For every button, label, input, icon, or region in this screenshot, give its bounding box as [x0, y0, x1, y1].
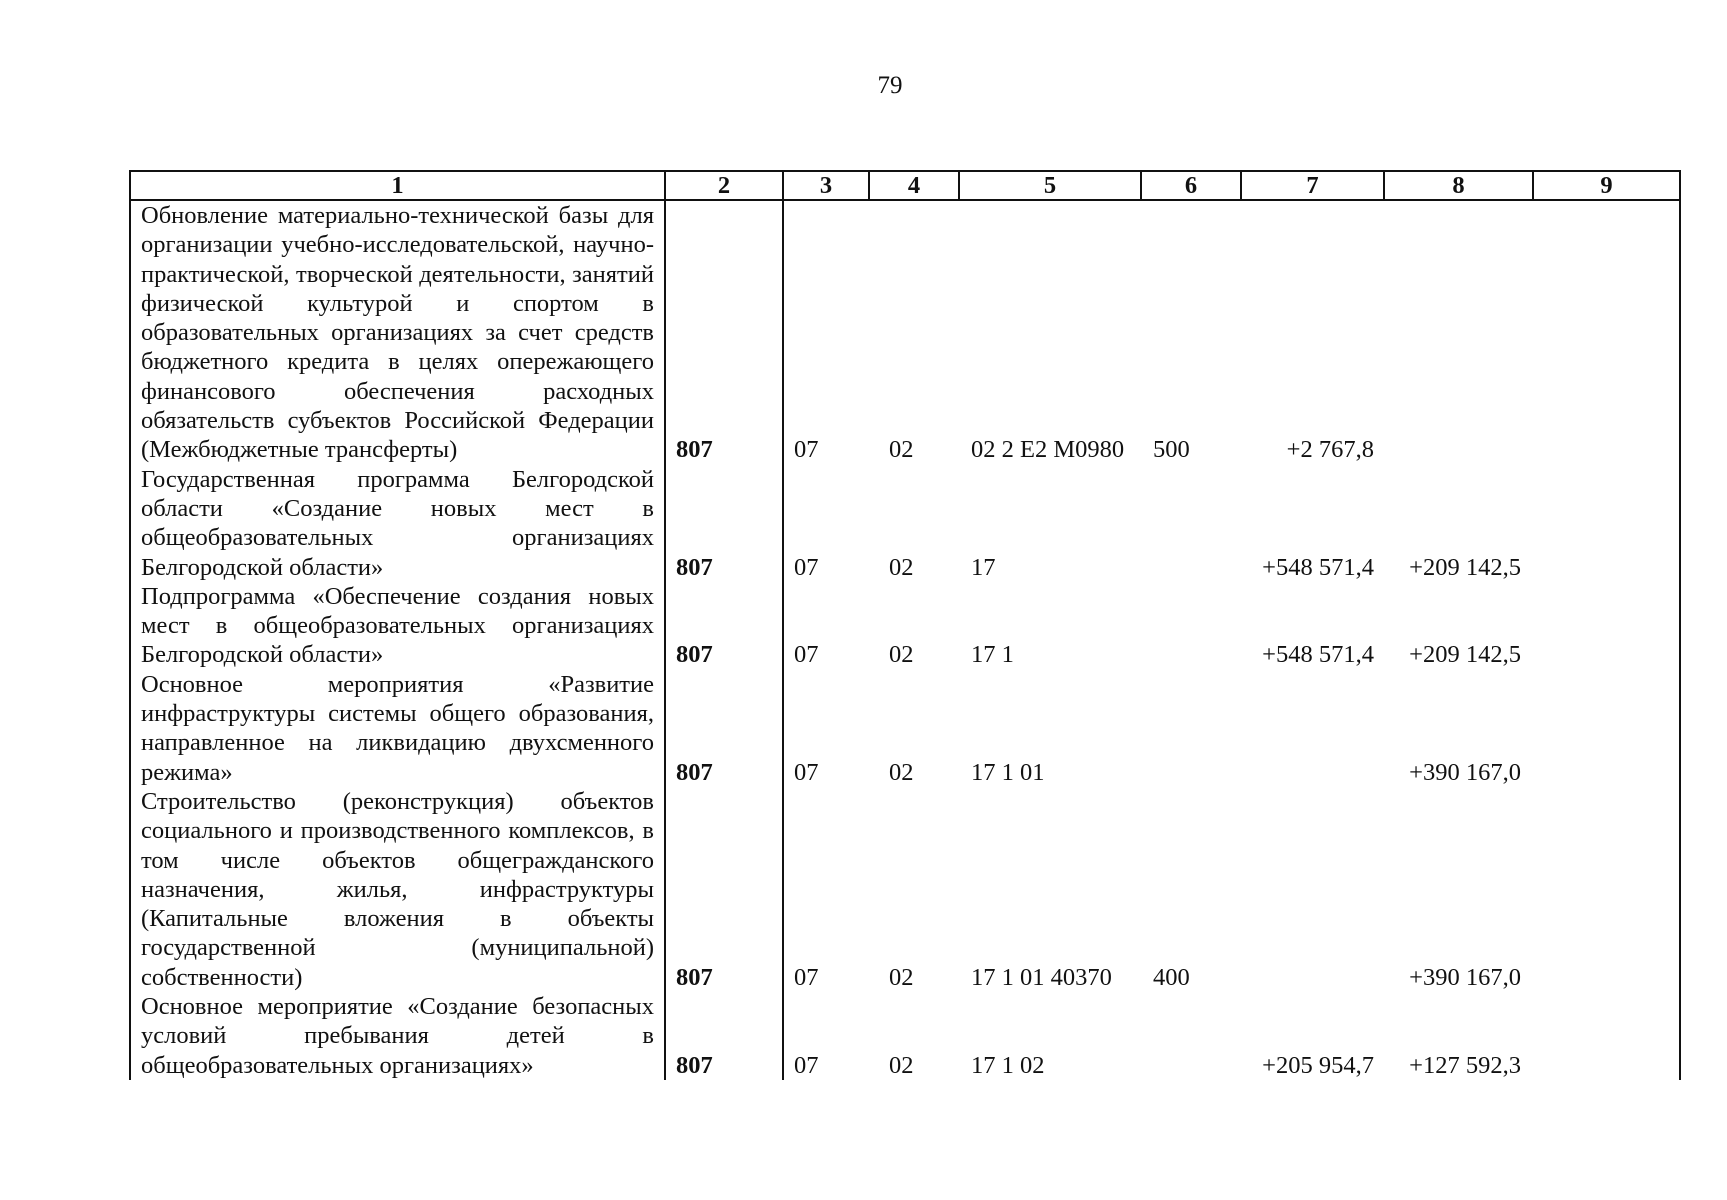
column-header: 9 [1533, 171, 1680, 200]
row-amount-col9 [1533, 582, 1680, 670]
row-amount-col7 [1241, 787, 1384, 992]
row-amount-col9 [1533, 670, 1680, 787]
row-subsection: 02 [889, 963, 914, 991]
column-header: 7 [1241, 171, 1384, 200]
table-row [130, 787, 1680, 992]
row-target-item: 17 1 01 [971, 758, 1045, 786]
row-amount-col7: +2 767,8 [1286, 436, 1374, 464]
row-description: Обновление материально-технической базы для организации учебно-исследовательской, научно-практической, творческой деятельности, занятий физической культурой и спортом в образовательных организациях за счет средств бюджетного кредита в целях опережающего финансового обеспечения расходных обязательств субъектов Российской Федерации (Межбюджетные трансферты) [130, 200, 665, 465]
row-expense-type: 400 [1153, 963, 1190, 991]
row-amount-col7: +548 571,4 [1262, 553, 1374, 581]
table-row [130, 992, 1680, 1080]
page-number: 79 [877, 72, 903, 99]
row-amount-col9 [1533, 787, 1680, 992]
table-row [130, 465, 1680, 582]
budget-table [129, 170, 1681, 1080]
column-header: 2 [665, 171, 783, 200]
row-section: 07 [794, 963, 819, 991]
row-target-item: 17 [971, 553, 996, 581]
row-section: 07 [794, 641, 819, 669]
column-header: 5 [959, 171, 1141, 200]
row-amount-col8: +209 142,5 [1409, 641, 1521, 669]
row-amount-col8: +209 142,5 [1409, 553, 1521, 581]
row-amount-col8 [1384, 200, 1533, 465]
row-amount-col9 [1533, 992, 1680, 1080]
row-description: Строительство (реконструкция) объектов социального и производственного комплексов, в том числе объектов общегражданского назначения, жилья, инфраструктуры (Капитальные вложения в объекты государственной (муниципальной) собственности) [130, 787, 665, 992]
row-expense-type [1141, 465, 1241, 582]
table-row [130, 670, 1680, 787]
row-section: 07 [794, 553, 819, 581]
row-description: Государственная программа Белгородской области «Создание новых мест в общеобразовательных организациях Белгородской области» [130, 465, 665, 582]
header-row [130, 171, 1680, 200]
row-subsection: 02 [889, 1051, 914, 1079]
table-row [130, 200, 1680, 465]
row-section: 07 [794, 1051, 819, 1079]
row-subsection: 02 [889, 553, 914, 581]
row-subsection: 02 [889, 641, 914, 669]
row-amount-col7: +548 571,4 [1262, 641, 1374, 669]
row-amount-col7: +205 954,7 [1262, 1051, 1374, 1079]
row-ministry-code: 807 [665, 787, 783, 992]
row-ministry-code: 807 [665, 670, 783, 787]
column-header: 8 [1384, 171, 1533, 200]
table-row [130, 582, 1680, 670]
row-amount-col9 [1533, 465, 1680, 582]
row-ministry-code: 807 [665, 582, 783, 670]
row-target-item: 02 2 Е2 М0980 [971, 436, 1125, 464]
row-amount-col8: +390 167,0 [1409, 758, 1521, 786]
column-header: 3 [783, 171, 869, 200]
column-header: 4 [869, 171, 959, 200]
column-header: 1 [130, 171, 665, 200]
row-amount-col8: +390 167,0 [1409, 963, 1521, 991]
row-description: Основное мероприятия «Развитие инфраструктуры системы общего образования, направленное на ликвидацию двухсменного режима» [130, 670, 665, 787]
row-ministry-code: 807 [665, 465, 783, 582]
row-section: 07 [794, 436, 819, 464]
row-amount-col7 [1241, 670, 1384, 787]
row-section: 07 [794, 758, 819, 786]
row-target-item: 17 1 02 [971, 1051, 1045, 1079]
row-description: Подпрограмма «Обеспечение создания новых мест в общеобразовательных организациях Белгородской области» [130, 582, 665, 670]
row-ministry-code: 807 [665, 200, 783, 465]
row-subsection: 02 [889, 758, 914, 786]
row-expense-type [1141, 582, 1241, 670]
row-target-item: 17 1 [971, 641, 1014, 669]
row-expense-type [1141, 992, 1241, 1080]
row-ministry-code: 807 [665, 992, 783, 1080]
row-target-item: 17 1 01 40370 [971, 963, 1112, 991]
row-amount-col8: +127 592,3 [1409, 1051, 1521, 1079]
row-subsection: 02 [889, 436, 914, 464]
row-expense-type [1141, 670, 1241, 787]
column-header: 6 [1141, 171, 1241, 200]
row-expense-type: 500 [1153, 436, 1190, 464]
row-description: Основное мероприятие «Создание безопасных условий пребывания детей в общеобразовательных организациях» [130, 992, 665, 1080]
row-amount-col9 [1533, 200, 1680, 465]
